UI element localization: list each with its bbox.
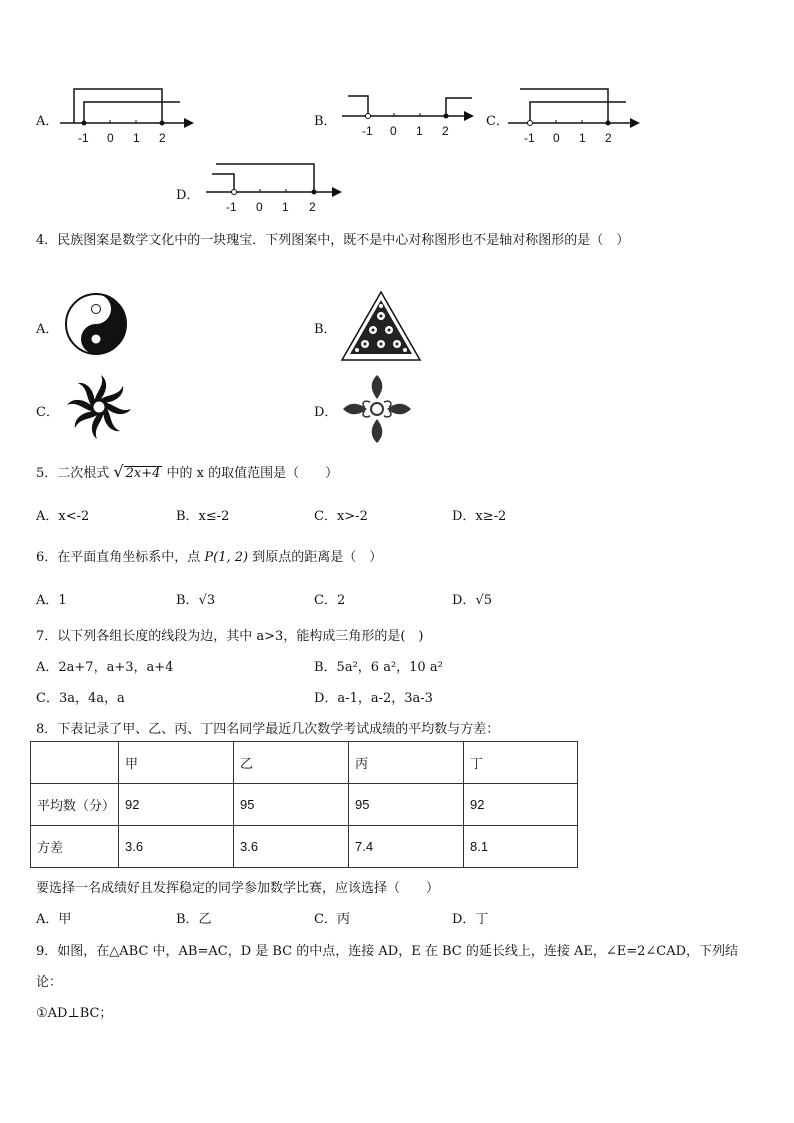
q7-option-c: C．3a，4a，a: [36, 691, 125, 706]
q5-option-a: A．x<-2: [36, 509, 90, 524]
q7-option-d: D．a-1，a-2，3a-3: [314, 691, 433, 706]
q6-option-a: A．1: [36, 593, 67, 608]
option-c-label: C．: [486, 114, 509, 129]
q7-option-b: B．5a²，6 a²，10 a²: [314, 660, 443, 675]
tick-label: 0: [107, 131, 114, 145]
table-cell: 3.6: [119, 826, 234, 868]
q4-option-b-label: B．: [314, 322, 337, 337]
q6-option-d: D．√5: [452, 593, 492, 608]
table-cell: 平均数（分）: [31, 784, 119, 826]
tick-label: -1: [78, 131, 89, 145]
tick-label: 2: [309, 200, 316, 214]
tick-label: 1: [133, 131, 140, 145]
table-cell: 95: [349, 784, 464, 826]
tick-label: 0: [553, 131, 560, 145]
q5-option-d: D．x≥-2: [452, 509, 507, 524]
table-cell: 7.4: [349, 826, 464, 868]
option-a-label: A．: [36, 114, 59, 129]
tick-label: 2: [442, 124, 449, 138]
table-cell: 方差: [31, 826, 119, 868]
question-9-item-1: ①AD⊥BC；: [36, 1006, 113, 1021]
q8-option-b: B．乙: [176, 912, 212, 927]
table-row: [31, 784, 578, 826]
grades-table: [30, 741, 578, 868]
table-header-cell: 甲: [119, 742, 234, 784]
q8-option-c: C．丙: [314, 912, 350, 927]
table-cell: 3.6: [234, 826, 349, 868]
q6-stem-start: 6．在平面直角坐标系中，点: [36, 550, 201, 565]
table-cell: 95: [234, 784, 349, 826]
number-line-option-a: [60, 84, 200, 146]
q4-option-c-label: C．: [36, 405, 59, 420]
question-9-line-2: 论：: [36, 975, 63, 990]
q4-option-d-label: D．: [314, 405, 338, 420]
tick-label: 2: [605, 131, 612, 145]
q6-point: P(1, 2): [204, 550, 249, 565]
option-d-label: D．: [176, 188, 200, 203]
question-6-stem: [36, 546, 382, 565]
q6-stem-end: 到原点的距离是（ ）: [252, 550, 383, 565]
question-4-stem: 4．民族图案是数学文化中的一块瑰宝．下列图案中，既不是中心对称图形也不是轴对称图形的是（ ）: [36, 233, 630, 248]
tick-label: -1: [226, 200, 237, 214]
table-header-cell: 丙: [349, 742, 464, 784]
q5-stem-start: 5．二次根式: [36, 466, 110, 481]
tick-label: 1: [579, 131, 586, 145]
q8-option-a: A．甲: [36, 912, 72, 927]
question-9-line-1: 9．如图，在△ABC 中，AB=AC，D 是 BC 的中点，连接 AD，E 在 BC 的延长线上，连接 AE，∠E=2∠CAD，下列结: [36, 944, 739, 959]
table-header-cell: 乙: [234, 742, 349, 784]
spiral-flower-icon: [64, 372, 134, 442]
question-7-stem: 7．以下列各组长度的线段为边，其中 a>3，能构成三角形的是( ): [36, 629, 424, 644]
q8-question: 要选择一名成绩好且发挥稳定的同学参加数学比赛，应该选择（ ）: [36, 881, 440, 896]
table-cell: 92: [119, 784, 234, 826]
question-8-stem: 8．下表记录了甲、乙、丙、丁四名同学最近几次数学考试成绩的平均数与方差：: [36, 722, 500, 737]
question-5-stem: 5．二次根式 √ 2x+4 中的 x 的取值范围是（ ）: [36, 462, 339, 481]
q8-option-d: D．丁: [452, 912, 489, 927]
tick-label: -1: [524, 131, 535, 145]
tick-label: 0: [256, 200, 263, 214]
ornamental-triangle-icon: [340, 290, 422, 362]
q5-option-c: C．x>-2: [314, 509, 368, 524]
q5-option-b: B．x≤-2: [176, 509, 230, 524]
table-cell: [31, 742, 119, 784]
tick-label: 1: [416, 124, 423, 138]
q6-option-b: B．√3: [176, 593, 216, 608]
tick-label: -1: [362, 124, 373, 138]
tick-label: 2: [159, 131, 166, 145]
table-cell: 8.1: [464, 826, 578, 868]
number-line-option-c: [508, 84, 648, 146]
q6-option-c: C．2: [314, 593, 346, 608]
table-row: [31, 826, 578, 868]
table-header-row: [31, 742, 578, 784]
q7-option-a: A．2a+7，a+3，a+4: [36, 660, 174, 675]
tick-label: 0: [390, 124, 397, 138]
tick-label: 1: [282, 200, 289, 214]
option-b-label: B．: [314, 114, 337, 129]
number-line-option-b: [342, 84, 482, 146]
table-header-cell: 丁: [464, 742, 578, 784]
q4-option-a-label: A．: [36, 322, 59, 337]
q5-stem-end: 中的 x 的取值范围是（ ）: [166, 466, 339, 481]
four-petal-ornament-icon: [340, 372, 414, 446]
table-cell: 92: [464, 784, 578, 826]
yin-yang-icon: [64, 292, 128, 356]
number-line-option-d: [206, 156, 346, 218]
q5-radicand: 2x+4: [125, 466, 161, 481]
